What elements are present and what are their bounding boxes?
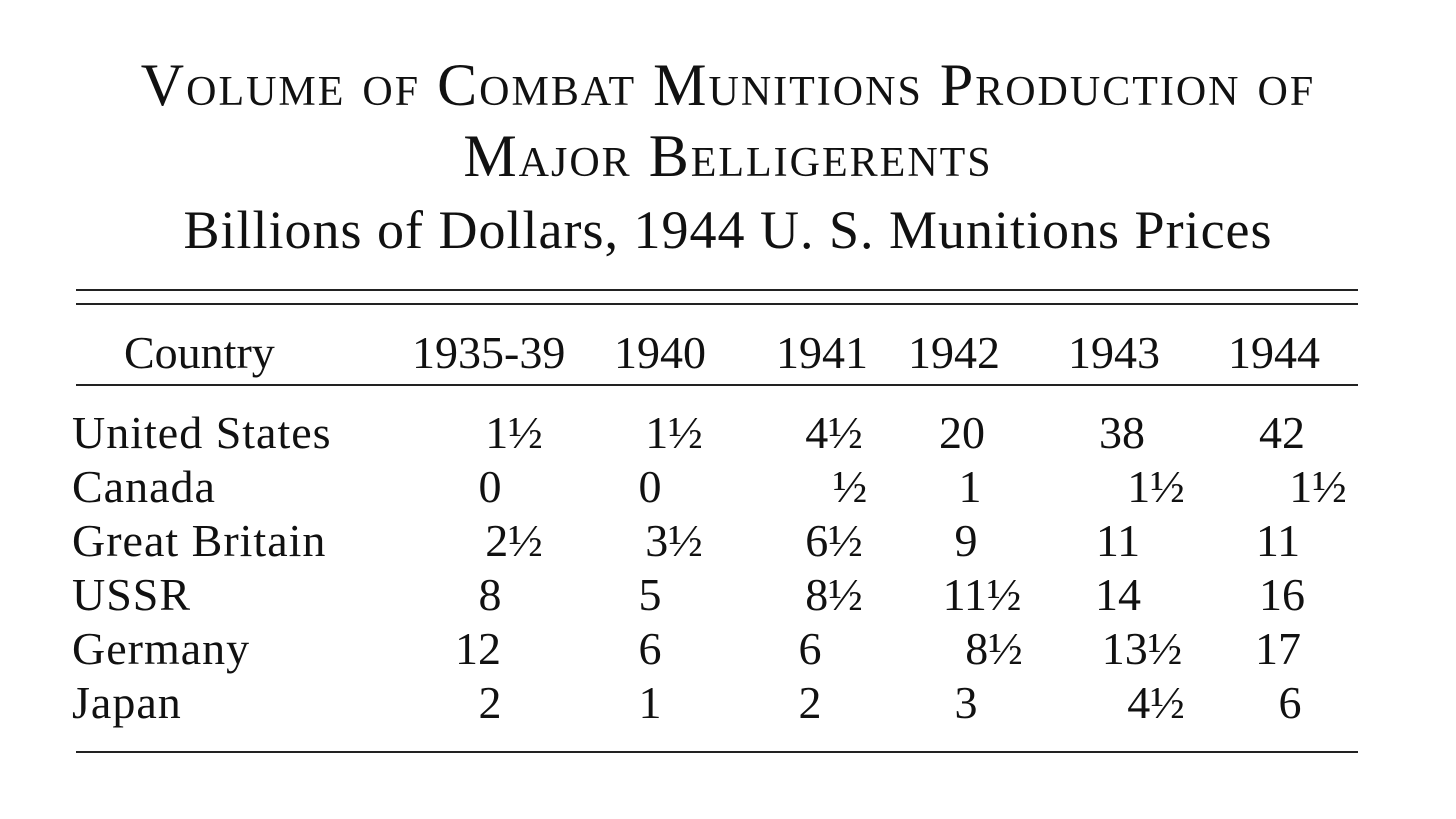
table-title-line-2: Major Belligerents: [463, 123, 993, 189]
row-value: 0: [638, 461, 662, 512]
bottom-rule: [76, 751, 1358, 753]
row-value: 0: [478, 461, 502, 512]
row-country: Canada: [72, 461, 216, 512]
row-value: 16: [1259, 569, 1305, 620]
top-rule-inner: [76, 303, 1358, 305]
row-value: 2: [478, 677, 502, 728]
row-value: 9: [954, 515, 978, 566]
row-value: 4½: [1127, 677, 1185, 728]
row-value: 1½: [485, 407, 543, 458]
row-country: Great Britain: [72, 515, 327, 566]
header-1943: 1943: [1068, 327, 1160, 378]
row-value: 11: [1255, 515, 1301, 566]
header-rule: [76, 384, 1358, 386]
header-1940: 1940: [614, 327, 706, 378]
row-country: USSR: [72, 569, 192, 620]
row-value: 12: [455, 623, 501, 674]
row-value: 6: [1278, 677, 1302, 728]
row-value: 17: [1255, 623, 1301, 674]
header-1944: 1944: [1228, 327, 1320, 378]
row-value: 3½: [645, 515, 703, 566]
header-country: Country: [124, 327, 275, 378]
row-value: 11: [1095, 515, 1141, 566]
row-value: 14: [1095, 569, 1141, 620]
row-value: 2½: [485, 515, 543, 566]
row-value: 4½: [805, 407, 863, 458]
row-value: 5: [638, 569, 662, 620]
row-value: 1: [958, 461, 982, 512]
row-country: Japan: [72, 677, 182, 728]
top-rule-outer: [76, 289, 1358, 291]
row-value: 42: [1259, 407, 1305, 458]
header-1942: 1942: [908, 327, 1000, 378]
row-value: 8: [478, 569, 502, 620]
row-value: 2: [798, 677, 822, 728]
row-value: 6: [798, 623, 822, 674]
table-title-line-1: Volume of Combat Munitions Production of: [140, 52, 1316, 118]
row-value: 1½: [1289, 461, 1347, 512]
row-value: 11½: [942, 569, 1022, 620]
row-country: United States: [72, 407, 332, 458]
row-value: 6: [638, 623, 662, 674]
row-value: 1½: [1127, 461, 1185, 512]
header-1941: 1941: [776, 327, 868, 378]
row-value: 38: [1099, 407, 1145, 458]
row-country: Germany: [72, 623, 251, 674]
row-value: 13½: [1101, 623, 1183, 674]
header-1935-39: 1935-39: [412, 327, 566, 378]
row-value: 20: [939, 407, 985, 458]
row-value: ½: [832, 461, 868, 512]
row-value: 8½: [805, 569, 863, 620]
table-subtitle: Billions of Dollars, 1944 U. S. Munitions Prices: [183, 200, 1273, 260]
row-value: 1: [638, 677, 662, 728]
row-value: 3: [954, 677, 978, 728]
row-value: 1½: [645, 407, 703, 458]
row-value: 8½: [965, 623, 1023, 674]
row-value: 6½: [805, 515, 863, 566]
